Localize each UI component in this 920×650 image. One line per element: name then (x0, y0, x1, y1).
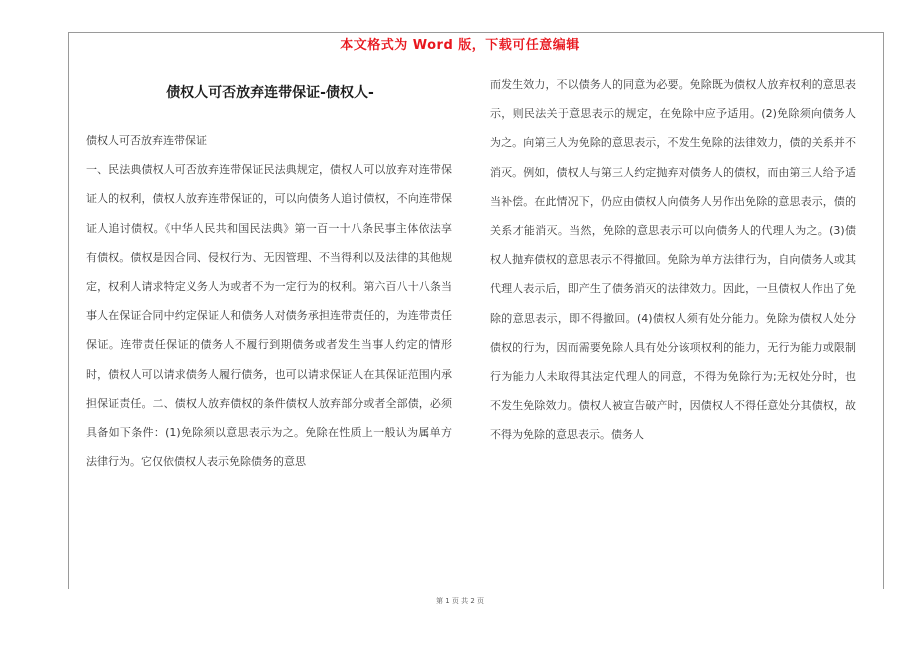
document-title: 债权人可否放弃连带保证-债权人- (166, 85, 374, 101)
right-body-text: 而发生效力，不以债务人的同意为必要。免除既为债权人放弃权利的意思表示，则民法关于意思表示的规定，在免除中应予适用。(2)免除须向债务人为之。向第三人为免除的意思表示，不发生免除的法律效力，债的关系并不消灭。例如，债权人与第三人约定抛弃对债务人的债权，而由第三人给予适当补偿。在此情况下，仍应由债权人向债务人另作出免除的意思表示，债的关系才能消灭。当然，免除的意思表示可以向债务人的代理人为之。(3)债权人抛弃债权的意思表示不得撤回。免除为单方法律行为，自向债务人或其代理人表示后，即产生了债务消灭的法律效力。因此，一旦债权人作出了免除的意思表示，即不得撤回。(4)债权人须有处分能力。免除为债权人处分债权的行为，因而需要免除人具有处分该项权利的能力，无行为能力或限制行为能力人未取得其法定代理人的同意，不得为免除行为;无权处分时，也不发生免除效力。债权人被宣告破产时，因债权人不得任意处分其债权，故不得为免除的意思表示。债务人 (490, 78, 856, 442)
left-column (86, 126, 452, 586)
format-banner: 本文格式为 Word 版，下载可任意编辑 (340, 38, 580, 53)
right-column (490, 70, 856, 586)
left-body-text: 一、民法典债权人可否放弃连带保证民法典规定，债权人可以放弃对连带保证人的权利，债权人放弃连带保证的，可以向债务人追讨债权，不向连带保证人追讨债权。《中华人民共和国民法典》第一百一十八条民事主体依法享有债权。债权是因合同、侵权行为、无因管理、不当得利以及法律的其他规定，权利人请求特定义务人为或者不为一定行为的权利。第六百八十八条当事人在保证合同中约定保证人和债务人对债务承担连带责任的，为连带责任保证。连带责任保证的债务人不履行到期债务或者发生当事人约定的情形时，债权人可以请求债务人履行债务，也可以请求保证人在其保证范围内承担保证责任。二、债权人放弃债权的条件债权人放弃部分或者全部债，必须具备如下条件：(1)免除须以意思表示为之。免除在性质上一般认为属单方法律行为。它仅依债权人表示免除债务的意思 (86, 163, 452, 469)
page-number: 第 1 页 共 2 页 (435, 597, 485, 605)
subheading: 债权人可否放弃连带保证 (86, 134, 207, 147)
